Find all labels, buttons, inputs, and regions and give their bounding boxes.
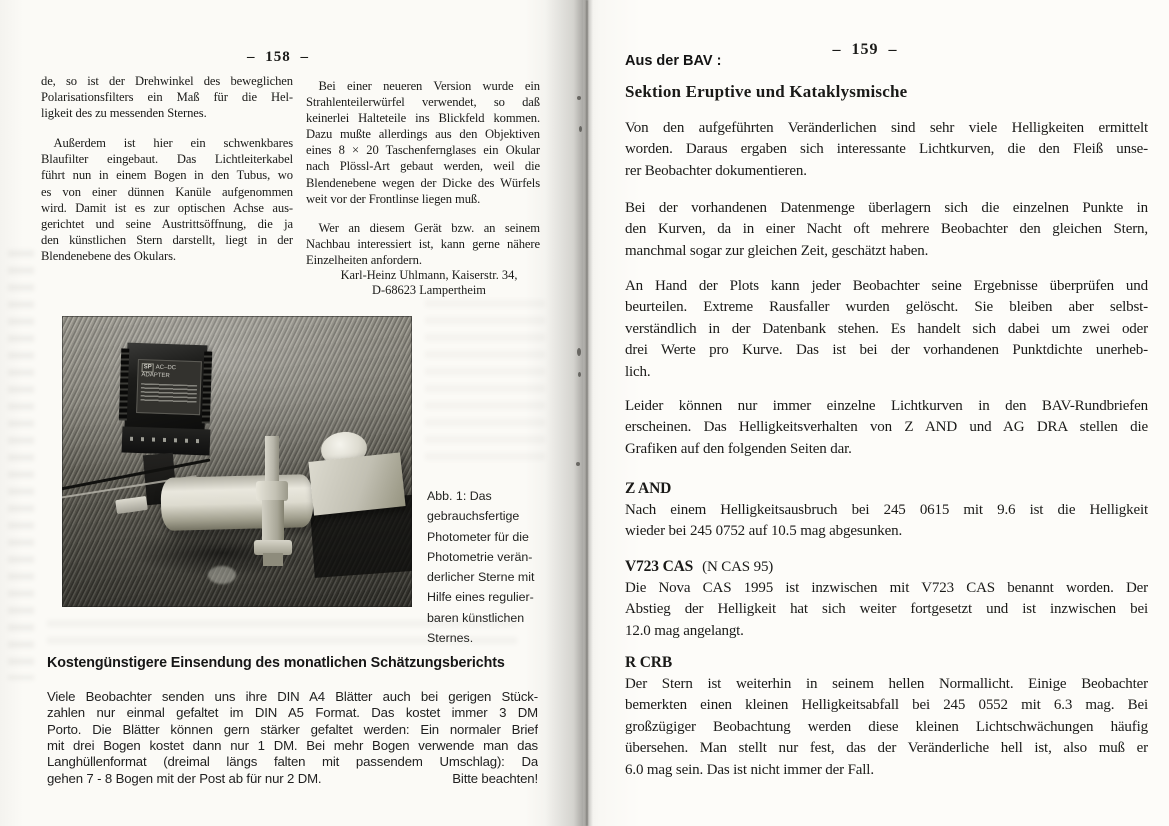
notice-last-line <box>47 771 538 787</box>
section-text-v723-cas: Die Nova CAS 1995 ist inzwischen mit V723 CAS benannt worden. Der Abstieg der Helligkeit hat sich weiter fortgesetzt und ist inzwischen bei 12.0 mag angelangt. <box>625 580 1148 639</box>
paragraph: Außerdem ist hier ein schwenkbares Blaufilter eingebaut. Das Lichtleiterkabel führt nun in einem Bogen in den Tubus, wo es von einer dünnen Kanüle aufgenommen wird. Damit ist es zur optischen Achse aus- gerichtet und seine Austrittsöffnung, die ja den künstlichen Stern darstellt, liegt in der Blendenebene des Okulars. <box>41 136 293 263</box>
ink-bleedthrough <box>47 620 517 646</box>
paragraph: Wer an diesem Gerät bzw. an seinem Nachbau interessiert ist, kann gerne nähere Einzelheiten anfordern. <box>306 220 540 267</box>
adapter-vents <box>202 351 213 423</box>
section-kicker: Aus der BAV : <box>625 53 722 69</box>
page-left <box>0 0 583 826</box>
notice-heading: Kostengünstigere Einsendung des monatlichen Schätzungsberichts <box>47 655 505 671</box>
gutter-crease <box>586 0 588 826</box>
staple-mark <box>577 96 581 100</box>
valve-body <box>262 500 284 542</box>
adapter-brand: SP <box>142 363 154 372</box>
photo-caption: Abb. 1: Das gebrauchsfertige Photometer für die Photometrie verän- derlicher Sterne mit Hilfe eines regulier- baren künstlichen Sternes. <box>427 489 535 646</box>
photometer-tube <box>160 474 313 531</box>
contact-address <box>320 268 538 298</box>
paragraph: Bei einer neueren Version wurde ein Strahlenteilerwürfel verwendet, so daß keinerlei Halteteile ins Blickfeld kommen. Dazu mußte allerdings aus den Objektiven eines 8 × 20 Taschenfernglases ein Okular nach Plössl-Art gebaut werden, weil die Blendenebene wegen der Dicke des Würfels weit vor der Frontlinse liegen muß. <box>306 79 540 206</box>
staple-mark <box>578 372 581 377</box>
adapter-vents <box>119 348 130 420</box>
notice-last-left: gehen 7 - 8 Bogen mit der Post ab für nur 2 DM. <box>47 770 322 786</box>
contact-line: D-68623 Lampertheim <box>372 283 486 297</box>
left-column-1 <box>41 73 293 264</box>
section-title-r-crb: R CRB <box>625 654 673 671</box>
staple-mark <box>576 462 580 466</box>
valve-collar <box>256 481 288 501</box>
staple-mark <box>579 126 582 132</box>
paragraph: Von den aufgeführten Veränderlichen sind sehr viele Helligkeiten ermittelt worden. Daraus ergaben sich interessante Lichtkurven, die den Fleiß unse- rer Beobachter dokumentieren. <box>625 120 1148 179</box>
notice-last-right: Bitte beachten! <box>452 770 538 786</box>
ac-dc-adapter <box>125 343 208 432</box>
ink-bleedthrough <box>8 250 34 680</box>
page-number-right: – 159 – <box>832 41 898 58</box>
notice-body: Viele Beobachter senden uns ihre DIN A4 Blätter auch bei gerigen Stück- zahlen nur einmal gefaltet im DIN A5 Format. Das kostet immer 3 DM Porto. Die Blätter können gern stärker gefaltet werden: Ein normaler Brief mit drei Bogen kostet dann nur 1 DM. Bei mehr Bogen verwende man das Langhüllenformat (dreimal längs falten mit passendem Umschlag): Da gehen 7 - 8 Bogen mit der Post ab für nur 2 DM. Bitte beachten! <box>47 689 538 786</box>
adapter-label <box>136 359 202 415</box>
ink-bleedthrough <box>425 300 545 470</box>
floor-highlight <box>208 566 236 584</box>
paragraph: Bei der vorhandenen Datenmenge überlagern sich die einzelnen Punkte in den Kurven, da in einer Nacht oft mehrere Beobachter den gleichen Stern, manchmal sogar zur gleichen Zeit, geschätzt haben. <box>625 200 1148 259</box>
page-number-left: – 158 – <box>247 49 309 65</box>
photometer-photo <box>62 316 412 607</box>
valve-foot <box>263 553 283 566</box>
paragraph: de, so ist der Drehwinkel des beweglichen Polarisationsfilters ein Maß für die Hel- ligkeit des zu messenden Sternes. <box>41 74 293 121</box>
adapter-base <box>122 426 211 455</box>
valve-stem <box>265 436 279 484</box>
contact-line: Karl-Heinz Uhlmann, Kaiserstr. 34, <box>340 268 518 282</box>
section-text-z-and: Nach einem Helligkeitsausbruch bei 245 0615 mit 9.6 ist die Helligkeit wieder bei 245 0752 auf 10.5 mag abgesunken. <box>625 502 1148 540</box>
section-text-r-crb: Der Stern ist weiterhin in seinem hellen Normallicht. Einige Beobachter bemerkten einen kleinen Helligkeitsabfall bei 245 0552 mit 6.3 mag. Bei großzügiger Beobachtung werden diese kleinen Lichtschwächungen häufig übersehen. Man stellt nur fest, das der Veränderliche hell ist, also muß er 6.0 mag sein. Das ist nicht immer der Fall. <box>625 676 1148 778</box>
section-title-z-and: Z AND <box>625 480 672 497</box>
staple-mark <box>577 348 581 356</box>
left-column-2 <box>306 78 540 268</box>
page-title: Sektion Eruptive und Kataklysmische <box>625 82 908 101</box>
adapter-label-text: AC–DC ADAPTER <box>141 364 177 380</box>
section-title-v723-cas: V723 CAS (N CAS 95) <box>625 558 774 575</box>
adapter-fineprint <box>140 383 197 403</box>
cable-plug <box>115 496 148 514</box>
paragraph: An Hand der Plots kann jeder Beobachter seine Ergebnisse überprüfen und beurteilen. Extreme Rausfaller wurden gelöscht. Sie bleiben aber selbst- verständlich in der Datenbank stehen. Es handelt sich dabei um zwei oder drei Werte pro Kurve. Das ist bei der vorhandenen Punktdichte unerheb- lich. <box>625 278 1148 380</box>
paragraph: Leider können nur immer einzelne Lichtkurven in den BAV-Rundbriefen erscheinen. Das Helligkeitsverhalten von Z AND und AG DRA stellen die Grafiken auf den folgenden Seiten dar. <box>625 398 1148 457</box>
page-right <box>583 0 1169 826</box>
mounting-plate <box>308 452 405 515</box>
